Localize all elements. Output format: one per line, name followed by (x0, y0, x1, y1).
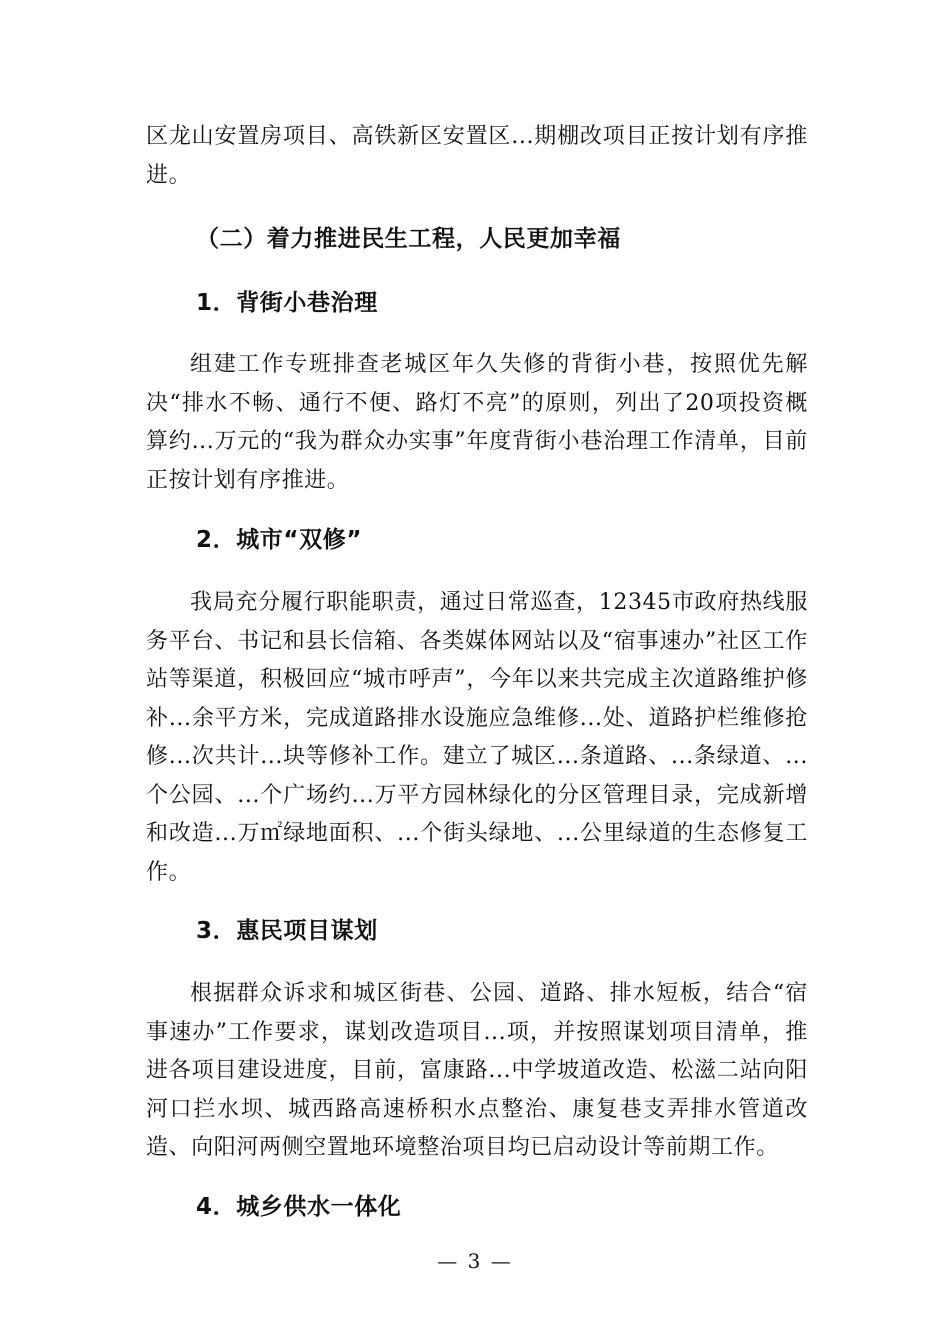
page-number: — 3 — (437, 1249, 513, 1273)
item-heading-1: 1．背街小巷治理 (196, 290, 378, 316)
item-body-3: 根据群众诉求和城区街巷、公园、道路、排水短板，结合“宿事速办”工作要求，谋划改造项目...项，并按照谋划项目清单，推进各项目建设进度，目前，富康路...中学坡道改造、松滋二站向阳河口拦水坝、城西路高速桥积水点整治、康复巷支弄排水管道改造、向阳河两侧空置地环境整治项目均已启动设计等前期工作。 (146, 981, 808, 1160)
item-heading-3: 3．惠民项目谋划 (196, 918, 378, 944)
item-body-2: 我局充分履行职能职责，通过日常巡查，12345市政府热线服务平台、书记和县长信箱、各类媒体网站以及“宿事速办”社区工作站等渠道，积极回应“城市呼声”，今年以来共完成主次道路维护修补...余平方米，完成道路排水设施应急维修...处、道路护栏维修抢修...次共计...块等修补工作。建立了城区...条道路、...条绿道、...个公园、...个广场约...万平方园林绿化的分区管理目录，完成新增和改造...万㎡绿地面积、...个街头绿地、...公里绿道的生态修复工作。 (146, 590, 808, 885)
item-body-1: 组建工作专班排查老城区年久失修的背街小巷，按照优先解决“排水不畅、通行不便、路灯不亮”的原则，列出了20项投资概算约...万元的“我为群众办实事”年度背街小巷治理工作清单，目前正按计划有序推进。 (146, 352, 808, 493)
section-heading: （二）着力推进民生工程，人民更加幸福 (196, 226, 621, 252)
item-heading-4: 4．城乡供水一体化 (196, 1194, 402, 1220)
top-paragraph: 区龙山安置房项目、高铁新区安置区...期棚改项目正按计划有序推进。 (146, 124, 808, 188)
item-heading-2: 2．城市“双修” (196, 527, 363, 553)
